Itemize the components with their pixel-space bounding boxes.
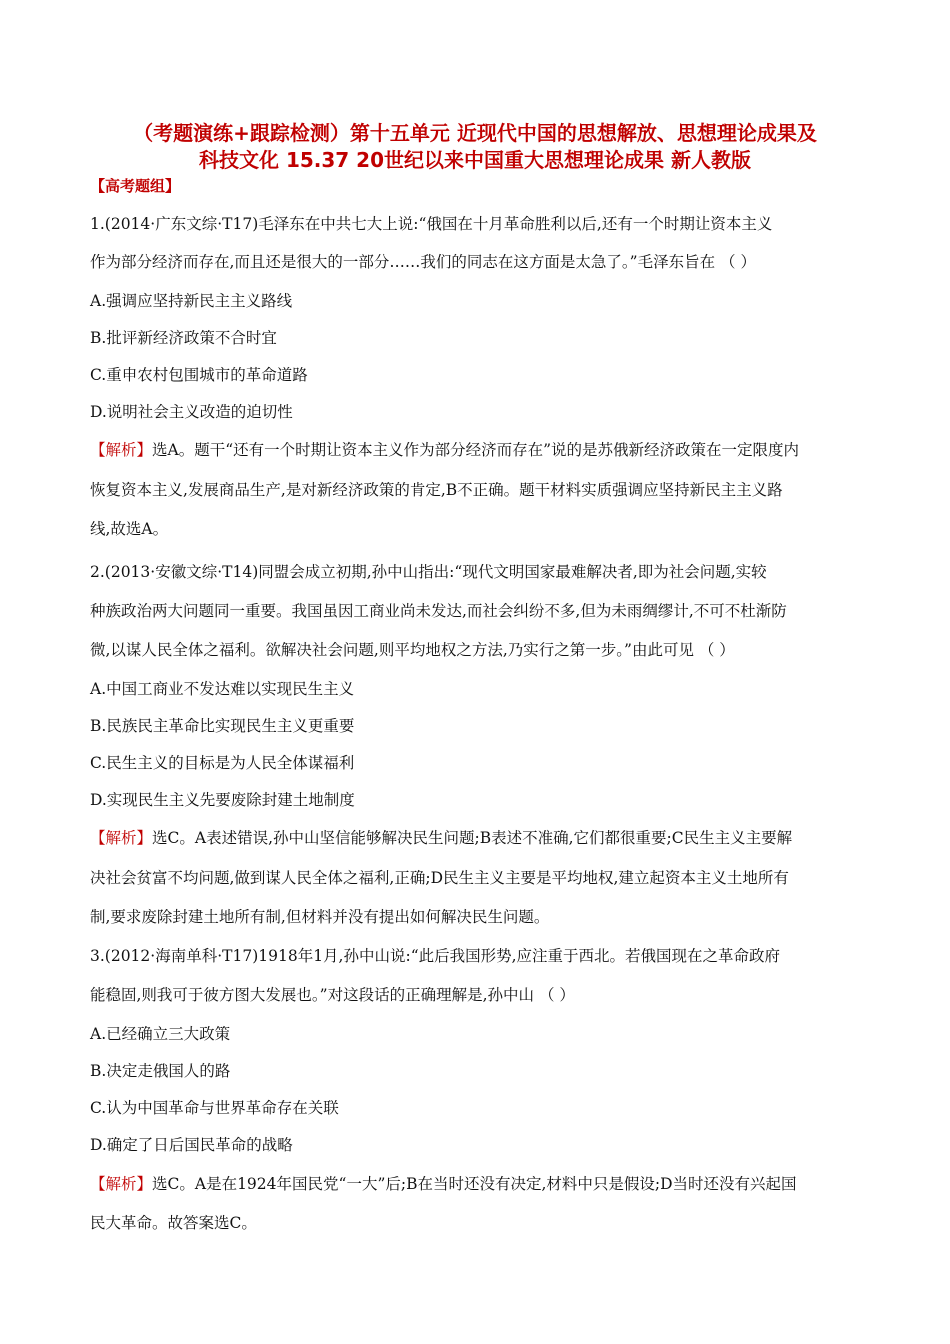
q3-analysis-line-1	[90, 1174, 797, 1194]
q2-option-b: B.民族民主革命比实现民生主义更重要	[90, 717, 355, 735]
q1-option-b: B.批评新经济政策不合时宜	[90, 329, 277, 347]
q1-analysis-tag: 【解析】	[90, 441, 153, 459]
q1-stem-line-1: 1.(2014·广东文综·T17)毛泽东在中共七大上说:“俄国在十月革命胜利以后,还有一个时期让资本主义	[90, 215, 773, 233]
title-line-2: 科技文化 15.37 20世纪以来中国重大思想理论成果 新人教版	[199, 148, 751, 172]
q1-analysis-line-1	[90, 440, 799, 460]
q2-analysis-text-1: 选C。A表述错误,孙中山坚信能够解决民生问题;B表述不准确,它们都很重要;C民生主义主要解	[152, 829, 793, 847]
q2-option-a: A.中国工商业不发达难以实现民生主义	[90, 680, 355, 698]
document-title	[60, 120, 890, 174]
q2-stem-line-3: 微,以谋人民全体之福利。欲解决社会问题,则平均地权之方法,乃实行之第一步。”由此可见 （ ）	[90, 641, 735, 659]
q3-analysis-tag: 【解析】	[90, 1175, 153, 1193]
q3-option-a: A.已经确立三大政策	[90, 1025, 231, 1043]
q2-option-d: D.实现民生主义先要废除封建土地制度	[90, 791, 355, 809]
q2-option-c: C.民生主义的目标是为人民全体谋福利	[90, 754, 355, 772]
q1-option-d: D.说明社会主义改造的迫切性	[90, 403, 293, 421]
q2-analysis-line-3: 制,要求废除封建土地所有制,但材料并没有提出如何解决民生问题。	[90, 908, 550, 926]
q1-option-a: A.强调应坚持新民主主义路线	[90, 292, 293, 310]
q2-analysis-line-2: 决社会贫富不均问题,做到谋人民全体之福利,正确;D民生主义主要是平均地权,建立起资本主义土地所有	[90, 869, 789, 887]
q3-option-c: C.认为中国革命与世界革命存在关联	[90, 1099, 339, 1117]
q3-option-d: D.确定了日后国民革命的战略	[90, 1136, 293, 1154]
q2-stem-line-2: 种族政治两大问题同一重要。我国虽因工商业尚未发达,而社会纠纷不多,但为未雨绸缪计,不可不杜渐防	[90, 602, 787, 620]
q3-stem-line-1: 3.(2012·海南单科·T17)1918年1月,孙中山说:“此后我国形势,应注重于西北。若俄国现在之革命政府	[90, 947, 781, 965]
q1-analysis-line-3: 线,故选A。	[90, 520, 169, 538]
q3-stem-line-2: 能稳固,则我可于彼方图大发展也。”对这段话的正确理解是,孙中山 （ ）	[90, 986, 575, 1004]
q2-analysis-line-1	[90, 828, 792, 848]
q3-option-b: B.决定走俄国人的路	[90, 1062, 231, 1080]
q1-option-c: C.重申农村包围城市的革命道路	[90, 366, 308, 384]
q2-analysis-tag: 【解析】	[90, 829, 153, 847]
q3-analysis-line-2: 民大革命。故答案选C。	[90, 1214, 257, 1232]
q1-stem-line-2: 作为部分经济而存在,而且还是很大的一部分……我们的同志在这方面是太急了。”毛泽东旨在 （ ）	[90, 253, 756, 271]
section-label: 【高考题组】	[90, 177, 181, 195]
title-line-1: （考题演练+跟踪检测）第十五单元 近现代中国的思想解放、思想理论成果及	[133, 121, 817, 145]
q1-analysis-line-2: 恢复资本主义,发展商品生产,是对新经济政策的肯定,B不正确。题干材料实质强调应坚持新民主主义路	[90, 481, 783, 499]
q1-analysis-text-1: 选A。题干“还有一个时期让资本主义作为部分经济而存在”说的是苏俄新经济政策在一定限度内	[152, 441, 800, 459]
q3-analysis-text-1: 选C。A是在1924年国民党“一大”后;B在当时还没有决定,材料中只是假设;D当时还没有兴起国	[152, 1175, 797, 1193]
q2-stem-line-1: 2.(2013·安徽文综·T14)同盟会成立初期,孙中山指出:“现代文明国家最难解决者,即为社会问题,实较	[90, 563, 767, 581]
